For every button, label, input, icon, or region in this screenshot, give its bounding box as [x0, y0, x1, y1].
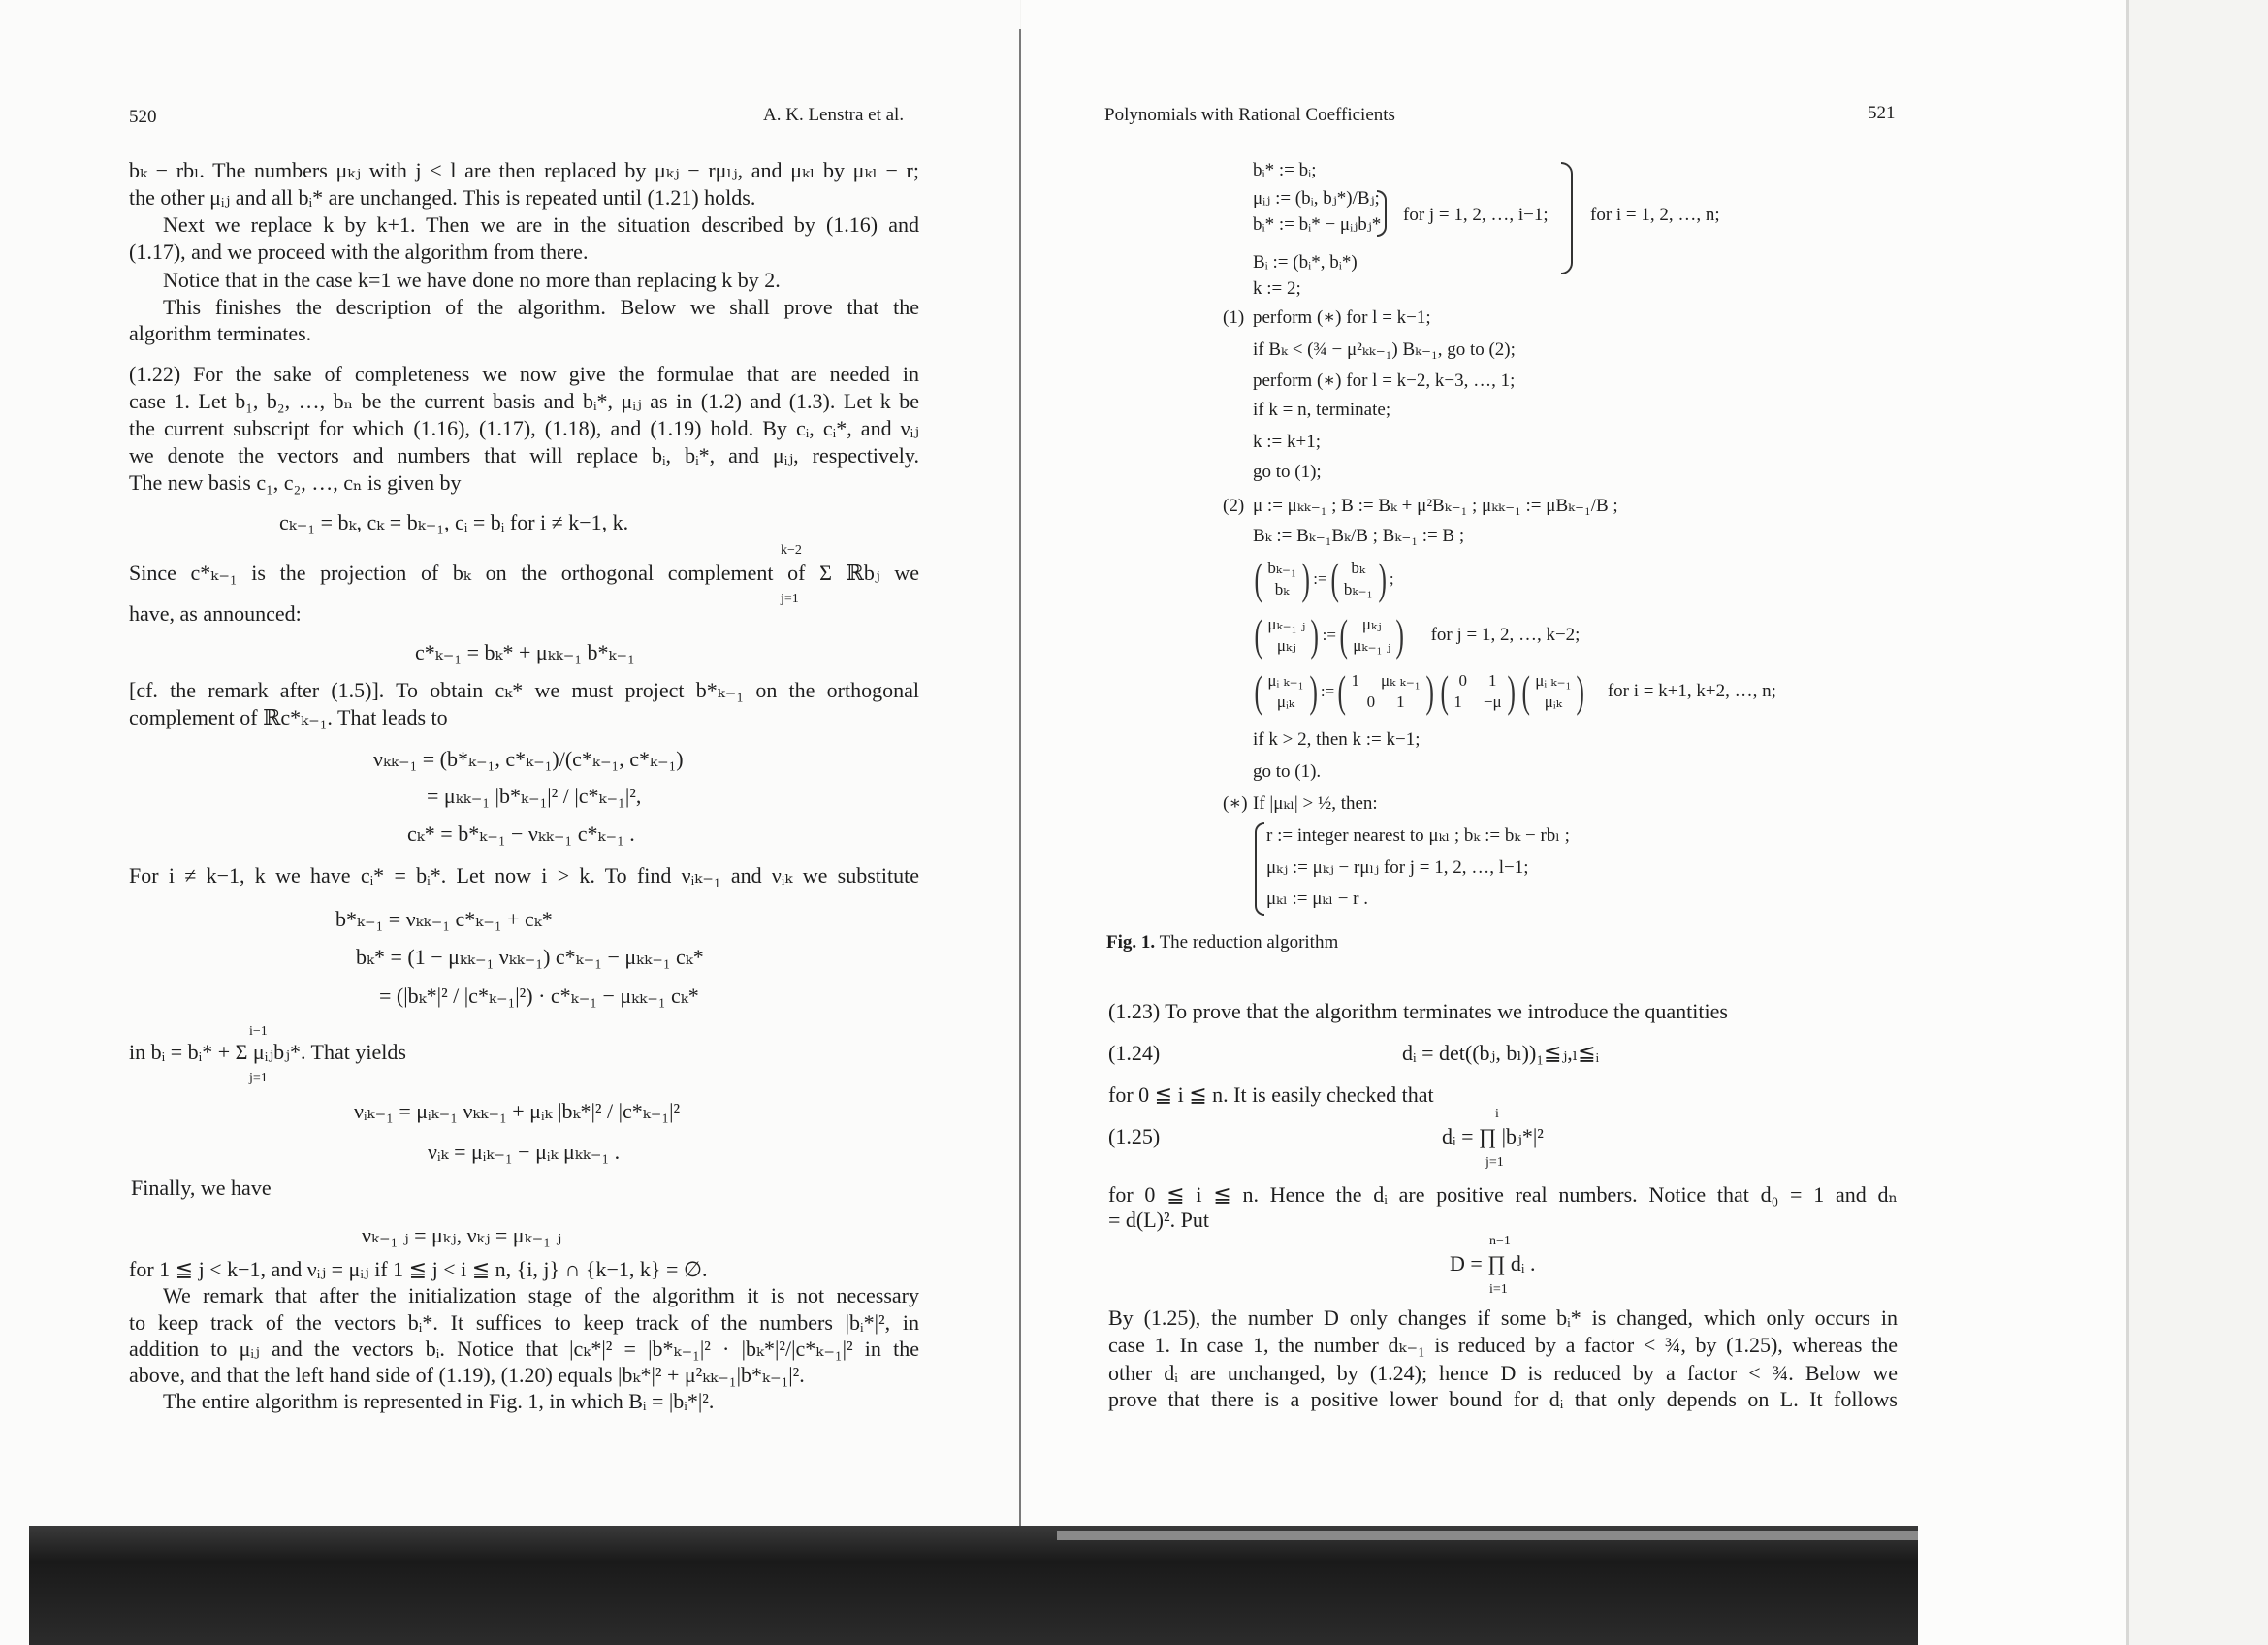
equation: D = ∏ dᵢ . — [1450, 1251, 1536, 1275]
matrix-entry: μₖ ₖ₋₁ — [1381, 671, 1421, 690]
body-line: for 0 ≦ i ≦ n. It is easily checked that — [1108, 1082, 1434, 1107]
figure-label: Fig. 1. — [1106, 932, 1156, 952]
body-line: above, and that the left hand side of (1.19), (1.20) equals |bₖ*|² + μ²ₖₖ₋₁|b*ₖ₋₁|². — [129, 1363, 805, 1387]
equation: cₖ* = b*ₖ₋₁ − νₖₖ₋₁ c*ₖ₋₁ . — [407, 822, 635, 846]
body-line: (1.23) To prove that the algorithm terminates we introduce the quantities — [1108, 999, 1728, 1023]
figure-caption — [1106, 930, 1338, 955]
equation-number: (1.24) — [1108, 1041, 1161, 1065]
body-line: the other μᵢⱼ and all bᵢ* are unchanged. This is repeated until (1.21) holds. — [129, 185, 756, 210]
assign-op: := — [1313, 569, 1327, 588]
sum-lower-limit: j=1 — [249, 1071, 268, 1085]
step-label: (∗) — [1223, 793, 1248, 814]
step-label: (2) — [1223, 496, 1245, 516]
semicolon: ; — [1389, 569, 1394, 588]
body-line: [cf. the remark after (1.5)]. To obtain cₖ* we must project b*ₖ₋₁ on the orthogonal — [129, 678, 919, 702]
matrix-entry: 0 — [1458, 671, 1467, 690]
scanner-shadow-highlight — [1057, 1531, 1918, 1540]
algorithm-line: Bₖ := Bₖ₋₁Bₖ/B ; Bₖ₋₁ := B ; — [1253, 526, 1465, 546]
swap-mu-matrix: ( μₖ₋₁ ⱼ μₖⱼ ) := ( μₖⱼ μₖ₋₁ ⱼ ) for j = 1, 2, …, k−2; — [1254, 610, 1581, 660]
body-line: in bᵢ = bᵢ* + Σ μᵢⱼbⱼ*. That yields — [129, 1040, 406, 1064]
book-gutter — [1019, 29, 1021, 1542]
matrix-entry: −μ — [1483, 693, 1502, 711]
body-line: By (1.25), the number D only changes if some bᵢ* is changed, which only occurs in — [1108, 1306, 1898, 1330]
update-mu-matrix: ( μᵢ ₖ₋₁ μᵢₖ ) := ( 1 μₖ ₖ₋₁ 0 1 ) ( 0 1 1 −μ ) ( μᵢ ₖ₋₁ μᵢₖ ) for i = k+1, k+2, …, n; — [1254, 666, 1776, 716]
body-line: algorithm terminates. — [129, 321, 312, 345]
running-head-left: A. K. Lenstra et al. — [763, 105, 905, 125]
body-line: the current subscript for which (1.16), (1.17), (1.18), and (1.19) hold. By cᵢ, cᵢ*, and νᵢⱼ — [129, 416, 919, 440]
algorithm-line: perform (∗) for l = k−2, k−3, …, 1; — [1253, 371, 1516, 391]
body-line: Since c*ₖ₋₁ is the projection of bₖ on the orthogonal complement of Σ ℝbⱼ we — [129, 561, 919, 585]
matrix-entry: bₖ — [1274, 580, 1290, 598]
step-label: (1) — [1223, 307, 1245, 328]
sum-lower-limit: j=1 — [781, 592, 799, 606]
body-line: to keep track of the vectors bᵢ*. It suffices to keep track of the numbers |bᵢ*|², in — [129, 1310, 919, 1335]
equation: dᵢ = ∏ |bⱼ*|² — [1442, 1124, 1544, 1148]
algorithm-line: bᵢ* := bᵢ; — [1253, 160, 1317, 180]
matrix-entry: 0 — [1366, 693, 1376, 711]
matrix-entry: μₖ₋₁ ⱼ — [1267, 615, 1306, 633]
algorithm-line: μₖⱼ := μₖⱼ − rμₗⱼ for j = 1, 2, …, l−1; — [1266, 857, 1529, 878]
body-line: addition to μᵢⱼ and the vectors bᵢ. Notice that |cₖ*|² = |b*ₖ₋₁|² · |bₖ*|²/|c*ₖ₋₁|² in the — [129, 1337, 919, 1361]
matrix-entry: bₖ — [1351, 559, 1366, 577]
algorithm-line: μᵢⱼ := (bᵢ, bⱼ*)/Bⱼ; — [1253, 188, 1380, 209]
algorithm-line: if Bₖ < (¾ − μ²ₖₖ₋₁) Bₖ₋₁, go to (2); — [1253, 339, 1516, 360]
body-line: case 1. In case 1, the number dₖ₋₁ is reduced by a factor < ¾, by (1.25), whereas the — [1108, 1333, 1898, 1357]
body-line: Notice that in the case k=1 we have done no more than replacing k by 2. — [163, 268, 781, 292]
body-line: = d(L)². Put — [1108, 1208, 1209, 1232]
matrix-entry: μₖ₋₁ ⱼ — [1353, 636, 1391, 655]
equation: cₖ₋₁ = bₖ, cₖ = bₖ₋₁, cᵢ = bᵢ for i ≠ k−1, k. — [279, 510, 629, 534]
algorithm-line: k := k+1; — [1253, 432, 1321, 452]
algorithm-line: if k > 2, then k := k−1; — [1253, 729, 1421, 750]
equation: νᵢₖ₋₁ = μᵢₖ₋₁ νₖₖ₋₁ + μᵢₖ |bₖ*|² / |c*ₖ₋₁|² — [354, 1099, 681, 1123]
sum-upper-limit: k−2 — [781, 543, 802, 558]
algorithm-line: if k = n, terminate; — [1253, 400, 1391, 420]
page-number-right: 521 — [1868, 103, 1896, 123]
algorithm-line: for j = 1, 2, …, i−1; — [1403, 205, 1549, 225]
product-upper-limit: i — [1495, 1107, 1499, 1121]
inner-brace — [1377, 190, 1387, 237]
algorithm-line: r := integer nearest to μₖₗ ; bₖ := bₖ − rbₗ ; — [1266, 825, 1570, 846]
range-text: for i = k+1, k+2, …, n; — [1607, 681, 1776, 701]
body-line: complement of ℝc*ₖ₋₁. That leads to — [129, 705, 448, 729]
range-text: for j = 1, 2, …, k−2; — [1430, 625, 1581, 645]
body-line: This finishes the description of the algorithm. Below we shall prove that the — [163, 295, 919, 319]
body-line: For i ≠ k−1, k we have cᵢ* = bᵢ*. Let now i > k. To find νᵢₖ₋₁ and νᵢₖ we substitute — [129, 863, 919, 887]
matrix-entry: μᵢₖ — [1276, 693, 1294, 711]
body-line: bₖ − rbₗ. The numbers μₖⱼ with j < l are then replaced by μₖⱼ − rμₗⱼ, and μₖₗ by μₖₗ − r; — [129, 158, 919, 182]
scanner-shadow — [29, 1526, 1918, 1645]
equation: νₖ₋₁ ⱼ = μₖⱼ, νₖⱼ = μₖ₋₁ ⱼ — [362, 1223, 562, 1247]
figure-caption-text: The reduction algorithm — [1159, 932, 1339, 952]
matrix-entry: 1 — [1487, 671, 1497, 690]
algorithm-line: bᵢ* := bᵢ* − μᵢⱼbⱼ* — [1253, 214, 1382, 235]
matrix-entry: bₖ₋₁ — [1267, 559, 1296, 577]
outer-brace — [1561, 162, 1573, 274]
algorithm-line: μ := μₖₖ₋₁ ; B := Bₖ + μ²Bₖ₋₁ ; μₖₖ₋₁ := μBₖ₋₁/B ; — [1253, 496, 1618, 516]
algorithm-line: Bᵢ := (bᵢ*, bᵢ*) — [1253, 252, 1358, 273]
body-line: prove that there is a positive lower bound for dᵢ that only depends on L. It follows — [1108, 1387, 1898, 1411]
body-line: we denote the vectors and numbers that will replace bᵢ, bᵢ*, and μᵢⱼ, respectively. — [129, 443, 919, 468]
equation-number: (1.25) — [1108, 1124, 1161, 1148]
body-line: We remark that after the initialization stage of the algorithm it is not necessary — [163, 1283, 919, 1307]
matrix-entry: μᵢ ₖ₋₁ — [1267, 671, 1304, 690]
product-lower-limit: i=1 — [1489, 1282, 1508, 1297]
equation: b*ₖ₋₁ = νₖₖ₋₁ c*ₖ₋₁ + cₖ* — [335, 907, 553, 931]
algorithm-line: If |μₖₗ| > ½, then: — [1253, 793, 1378, 814]
product-upper-limit: n−1 — [1489, 1234, 1511, 1248]
body-line: (1.17), and we proceed with the algorithm from there. — [129, 240, 589, 264]
swap-b-matrix: ( bₖ₋₁ bₖ ) := ( bₖ bₖ₋₁ ) ; — [1254, 554, 1394, 603]
equation: νₖₖ₋₁ = (b*ₖ₋₁, c*ₖ₋₁)/(c*ₖ₋₁, c*ₖ₋₁) — [373, 747, 684, 771]
body-line: for 0 ≦ i ≦ n. Hence the dᵢ are positive real numbers. Notice that d₀ = 1 and dₙ — [1108, 1182, 1898, 1207]
body-line: The new basis c₁, c₂, …, cₙ is given by — [129, 470, 462, 495]
body-line: The entire algorithm is represented in Fig. 1, in which Bᵢ = |bᵢ*|². — [163, 1389, 715, 1413]
algorithm-line: go to (1). — [1253, 761, 1322, 782]
equation: c*ₖ₋₁ = bₖ* + μₖₖ₋₁ b*ₖ₋₁ — [415, 640, 635, 664]
body-line: Next we replace k by k+1. Then we are in the situation described by (1.16) and — [163, 212, 919, 237]
equation: νᵢₖ = μᵢₖ₋₁ − μᵢₖ μₖₖ₋₁ . — [428, 1140, 621, 1164]
matrix-entry: μᵢ ₖ₋₁ — [1535, 671, 1572, 690]
equation: bₖ* = (1 − μₖₖ₋₁ νₖₖ₋₁) c*ₖ₋₁ − μₖₖ₋₁ cₖ* — [356, 945, 704, 969]
body-line: other dᵢ are unchanged, by (1.24); hence D is reduced by a factor < ¾. Below we — [1108, 1361, 1898, 1385]
product-lower-limit: j=1 — [1485, 1155, 1504, 1170]
matrix-entry: 1 — [1351, 671, 1360, 690]
left-brace — [1255, 822, 1264, 916]
running-head-right: Polynomials with Rational Coefficients — [1104, 105, 1395, 125]
body-line: (1.22) For the sake of completeness we now give the formulae that are needed in — [129, 362, 919, 386]
page-edge — [2126, 0, 2129, 1645]
body-line: Finally, we have — [131, 1176, 272, 1200]
assign-op: := — [1320, 682, 1335, 700]
matrix-entry: bₖ₋₁ — [1343, 580, 1373, 598]
assign-op: := — [1322, 626, 1336, 644]
equation: dᵢ = det((bⱼ, bₗ))₁≦ⱼ,ₗ≦ᵢ — [1402, 1041, 1600, 1065]
algorithm-line: μₖₗ := μₖₗ − r . — [1266, 888, 1368, 909]
body-line: case 1. Let b₁, b₂, …, bₙ be the current basis and bᵢ*, μᵢⱼ as in (1.2) and (1.3). Let k be — [129, 389, 919, 413]
body-line: for 1 ≦ j < k−1, and νᵢⱼ = μᵢⱼ if 1 ≦ j < i ≦ n, {i, j} ∩ {k−1, k} = ∅. — [129, 1257, 708, 1281]
sum-upper-limit: i−1 — [249, 1024, 268, 1039]
matrix-entry: 1 — [1396, 693, 1405, 711]
algorithm-line: k := 2; — [1253, 278, 1301, 299]
matrix-entry: μᵢₖ — [1544, 693, 1562, 711]
body-line: have, as announced: — [129, 601, 302, 626]
matrix-entry: μₖⱼ — [1276, 636, 1296, 655]
algorithm-line: for i = 1, 2, …, n; — [1590, 205, 1720, 225]
matrix-entry: μₖⱼ — [1361, 615, 1382, 633]
equation: = (|bₖ*|² / |c*ₖ₋₁|²) · c*ₖ₋₁ − μₖₖ₋₁ cₖ* — [379, 984, 699, 1008]
algorithm-line: perform (∗) for l = k−1; — [1253, 307, 1431, 328]
matrix-entry: 1 — [1453, 693, 1462, 711]
equation: = μₖₖ₋₁ |b*ₖ₋₁|² / |c*ₖ₋₁|², — [427, 784, 642, 808]
page-number-left: 520 — [129, 107, 157, 127]
algorithm-line: go to (1); — [1253, 462, 1322, 482]
